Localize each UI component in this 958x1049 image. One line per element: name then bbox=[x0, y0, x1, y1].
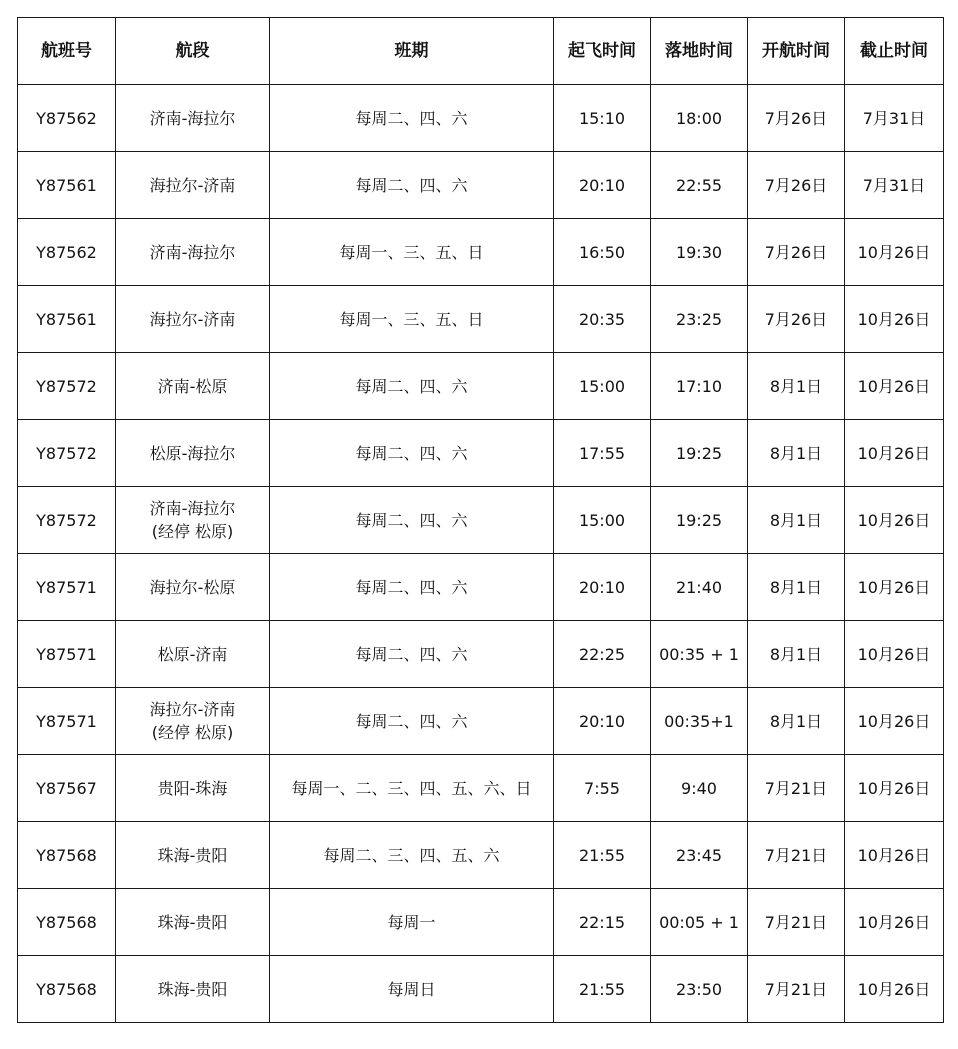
table-row bbox=[18, 487, 944, 554]
route-line: 海拉尔-济南 bbox=[149, 700, 236, 719]
departure-time-cell: 20:35 bbox=[554, 286, 651, 353]
end-date-cell: 10月26日 bbox=[845, 889, 944, 956]
schedule-cell: 每周一、二、三、四、五、六、日 bbox=[270, 755, 554, 822]
table-header-row bbox=[18, 18, 944, 85]
end-date-cell: 7月31日 bbox=[845, 85, 944, 152]
arrival-time-cell: 00:35+1 bbox=[651, 688, 748, 755]
end-date-cell: 10月26日 bbox=[845, 688, 944, 755]
end-date-cell: 10月26日 bbox=[845, 554, 944, 621]
schedule-cell: 每周二、四、六 bbox=[270, 152, 554, 219]
schedule-cell: 每周一、三、五、日 bbox=[270, 286, 554, 353]
flight-number-cell: Y87561 bbox=[18, 152, 116, 219]
route-line: (经停 松原) bbox=[151, 723, 234, 742]
end-date-cell: 10月26日 bbox=[845, 822, 944, 889]
arrival-time-cell: 00:35 + 1 bbox=[651, 621, 748, 688]
route-line: 济南-松原 bbox=[157, 376, 228, 396]
route-cell bbox=[116, 353, 270, 420]
arrival-time-cell: 23:45 bbox=[651, 822, 748, 889]
end-date-cell: 7月31日 bbox=[845, 152, 944, 219]
route-cell bbox=[116, 621, 270, 688]
arrival-time-cell: 23:25 bbox=[651, 286, 748, 353]
end-date-cell: 10月26日 bbox=[845, 286, 944, 353]
table-row bbox=[18, 152, 944, 219]
arrival-time-cell: 21:40 bbox=[651, 554, 748, 621]
flight-schedule-container bbox=[17, 17, 943, 1023]
start-date-cell: 7月26日 bbox=[748, 152, 845, 219]
start-date-cell: 7月26日 bbox=[748, 85, 845, 152]
departure-time-cell: 15:00 bbox=[554, 487, 651, 554]
schedule-cell: 每周二、四、六 bbox=[270, 688, 554, 755]
route-line: 济南-海拉尔 bbox=[149, 499, 236, 518]
start-date-cell: 8月1日 bbox=[748, 554, 845, 621]
route-cell bbox=[116, 487, 270, 554]
arrival-time-cell: 19:25 bbox=[651, 487, 748, 554]
route-cell bbox=[116, 420, 270, 487]
schedule-cell: 每周日 bbox=[270, 956, 554, 1023]
table-row bbox=[18, 956, 944, 1023]
start-date-cell: 7月21日 bbox=[748, 889, 845, 956]
route-line: 海拉尔-济南 bbox=[149, 175, 236, 195]
departure-time-cell: 21:55 bbox=[554, 822, 651, 889]
flight-schedule-table bbox=[17, 17, 944, 1023]
table-row bbox=[18, 755, 944, 822]
route-cell bbox=[116, 219, 270, 286]
end-date-cell: 10月26日 bbox=[845, 956, 944, 1023]
flight-number-cell: Y87571 bbox=[18, 621, 116, 688]
flight-number-cell: Y87571 bbox=[18, 554, 116, 621]
schedule-cell: 每周二、四、六 bbox=[270, 487, 554, 554]
end-date-cell: 10月26日 bbox=[845, 353, 944, 420]
departure-time-cell: 20:10 bbox=[554, 554, 651, 621]
arrival-time-cell: 19:30 bbox=[651, 219, 748, 286]
end-date-cell: 10月26日 bbox=[845, 420, 944, 487]
header-end-date: 截止时间 bbox=[845, 18, 944, 85]
route-line: 松原-济南 bbox=[157, 644, 228, 664]
departure-time-cell: 22:15 bbox=[554, 889, 651, 956]
start-date-cell: 7月21日 bbox=[748, 755, 845, 822]
departure-time-cell: 20:10 bbox=[554, 688, 651, 755]
header-departure-time: 起飞时间 bbox=[554, 18, 651, 85]
flight-number-cell: Y87572 bbox=[18, 420, 116, 487]
flight-number-cell: Y87568 bbox=[18, 956, 116, 1023]
table-row bbox=[18, 286, 944, 353]
end-date-cell: 10月26日 bbox=[845, 621, 944, 688]
route-cell bbox=[116, 152, 270, 219]
departure-time-cell: 15:10 bbox=[554, 85, 651, 152]
table-row bbox=[18, 554, 944, 621]
start-date-cell: 7月26日 bbox=[748, 286, 845, 353]
header-schedule: 班期 bbox=[270, 18, 554, 85]
route-cell bbox=[116, 889, 270, 956]
start-date-cell: 8月1日 bbox=[748, 688, 845, 755]
route-cell bbox=[116, 956, 270, 1023]
route-line: 珠海-贵阳 bbox=[157, 912, 228, 932]
departure-time-cell: 22:25 bbox=[554, 621, 651, 688]
end-date-cell: 10月26日 bbox=[845, 219, 944, 286]
departure-time-cell: 15:00 bbox=[554, 353, 651, 420]
arrival-time-cell: 18:00 bbox=[651, 85, 748, 152]
arrival-time-cell: 19:25 bbox=[651, 420, 748, 487]
route-line: 济南-海拉尔 bbox=[149, 242, 236, 262]
header-start-date: 开航时间 bbox=[748, 18, 845, 85]
departure-time-cell: 20:10 bbox=[554, 152, 651, 219]
header-route: 航段 bbox=[116, 18, 270, 85]
departure-time-cell: 17:55 bbox=[554, 420, 651, 487]
flight-number-cell: Y87562 bbox=[18, 219, 116, 286]
schedule-cell: 每周二、四、六 bbox=[270, 353, 554, 420]
end-date-cell: 10月26日 bbox=[845, 755, 944, 822]
route-cell bbox=[116, 85, 270, 152]
start-date-cell: 8月1日 bbox=[748, 621, 845, 688]
route-line: 珠海-贵阳 bbox=[157, 979, 228, 999]
table-row bbox=[18, 85, 944, 152]
schedule-cell: 每周一 bbox=[270, 889, 554, 956]
route-cell bbox=[116, 554, 270, 621]
end-date-cell: 10月26日 bbox=[845, 487, 944, 554]
departure-time-cell: 7:55 bbox=[554, 755, 651, 822]
table-row bbox=[18, 219, 944, 286]
departure-time-cell: 21:55 bbox=[554, 956, 651, 1023]
start-date-cell: 7月21日 bbox=[748, 822, 845, 889]
table-row bbox=[18, 353, 944, 420]
route-line: (经停 松原) bbox=[151, 522, 234, 541]
table-row bbox=[18, 621, 944, 688]
route-cell bbox=[116, 286, 270, 353]
arrival-time-cell: 9:40 bbox=[651, 755, 748, 822]
schedule-cell: 每周二、四、六 bbox=[270, 420, 554, 487]
table-row bbox=[18, 822, 944, 889]
route-cell bbox=[116, 822, 270, 889]
flight-number-cell: Y87568 bbox=[18, 889, 116, 956]
schedule-cell: 每周二、四、六 bbox=[270, 554, 554, 621]
flight-number-cell: Y87562 bbox=[18, 85, 116, 152]
route-line: 贵阳-珠海 bbox=[157, 778, 228, 798]
route-cell bbox=[116, 755, 270, 822]
arrival-time-cell: 17:10 bbox=[651, 353, 748, 420]
flight-number-cell: Y87567 bbox=[18, 755, 116, 822]
flight-number-cell: Y87568 bbox=[18, 822, 116, 889]
flight-number-cell: Y87572 bbox=[18, 487, 116, 554]
arrival-time-cell: 23:50 bbox=[651, 956, 748, 1023]
table-row bbox=[18, 688, 944, 755]
start-date-cell: 8月1日 bbox=[748, 353, 845, 420]
arrival-time-cell: 22:55 bbox=[651, 152, 748, 219]
departure-time-cell: 16:50 bbox=[554, 219, 651, 286]
flight-number-cell: Y87571 bbox=[18, 688, 116, 755]
route-line: 海拉尔-松原 bbox=[149, 577, 236, 597]
schedule-cell: 每周一、三、五、日 bbox=[270, 219, 554, 286]
arrival-time-cell: 00:05 + 1 bbox=[651, 889, 748, 956]
route-cell bbox=[116, 688, 270, 755]
header-arrival-time: 落地时间 bbox=[651, 18, 748, 85]
table-body bbox=[18, 85, 944, 1023]
route-line: 松原-海拉尔 bbox=[149, 443, 236, 463]
start-date-cell: 7月21日 bbox=[748, 956, 845, 1023]
route-line: 海拉尔-济南 bbox=[149, 309, 236, 329]
schedule-cell: 每周二、三、四、五、六 bbox=[270, 822, 554, 889]
flight-number-cell: Y87572 bbox=[18, 353, 116, 420]
table-row bbox=[18, 420, 944, 487]
start-date-cell: 8月1日 bbox=[748, 420, 845, 487]
schedule-cell: 每周二、四、六 bbox=[270, 621, 554, 688]
flight-number-cell: Y87561 bbox=[18, 286, 116, 353]
route-line: 珠海-贵阳 bbox=[157, 845, 228, 865]
table-row bbox=[18, 889, 944, 956]
schedule-cell: 每周二、四、六 bbox=[270, 85, 554, 152]
start-date-cell: 8月1日 bbox=[748, 487, 845, 554]
start-date-cell: 7月26日 bbox=[748, 219, 845, 286]
header-flight-number: 航班号 bbox=[18, 18, 116, 85]
route-line: 济南-海拉尔 bbox=[149, 108, 236, 128]
